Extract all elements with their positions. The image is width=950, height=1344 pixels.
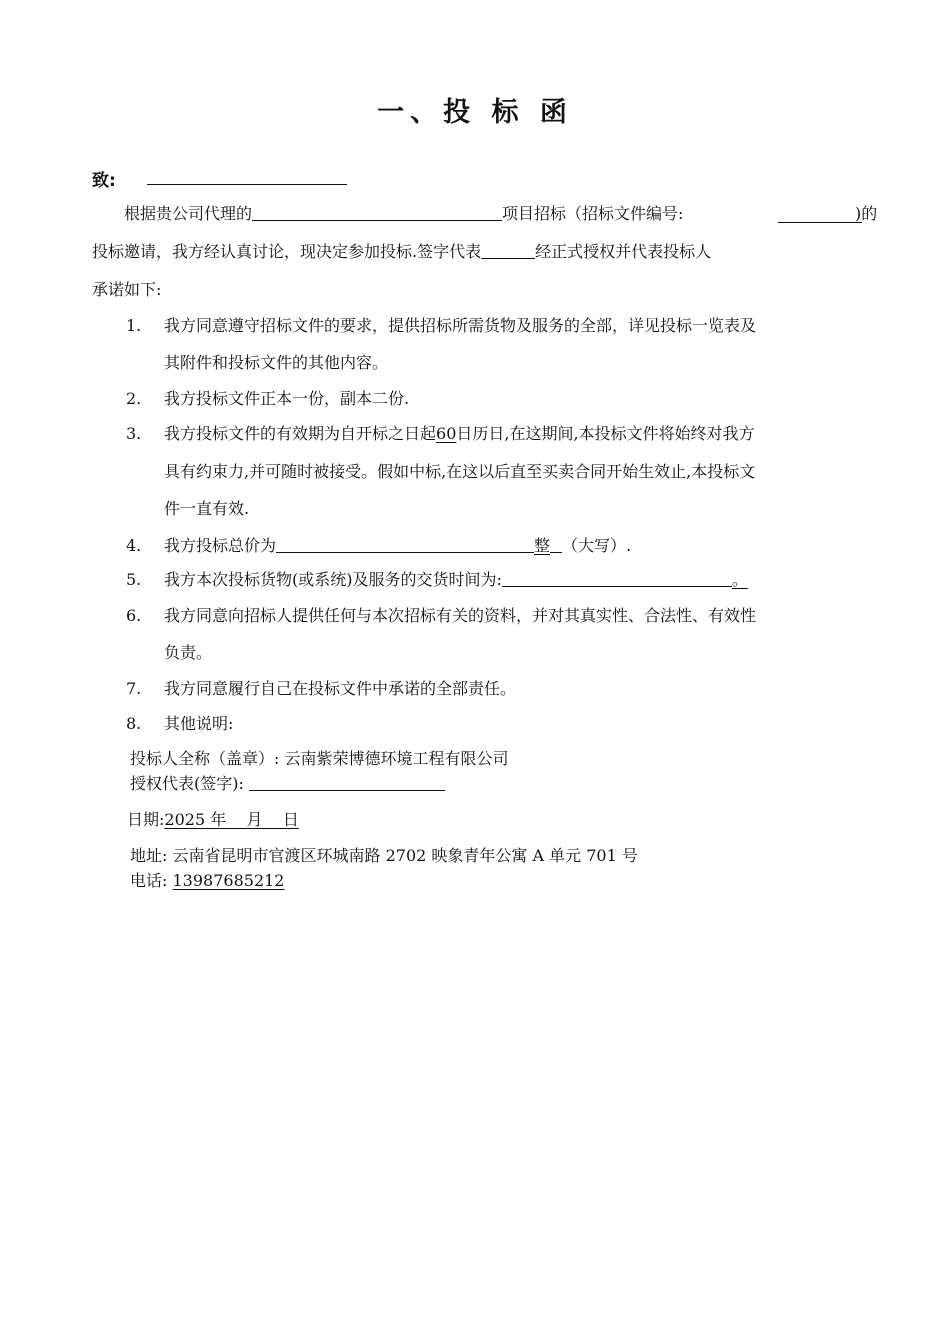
bidder-name: 云南紫荣博德环境工程有限公司	[284, 749, 509, 768]
intro-close: )的	[855, 204, 878, 223]
list-item: 7. 我方同意履行自己在投标文件中承诺的全部责任。	[126, 679, 517, 698]
list-item-continuation: 负责。	[164, 643, 213, 662]
total-price-blank[interactable]	[276, 536, 534, 553]
list-item-continuation: 具有约束力,并可随时被接受。假如中标,在这以后直至买卖合同开始生效止,本投标文	[164, 462, 756, 481]
list-item-continuation: 其附件和投标文件的其他内容。	[164, 353, 389, 372]
recipient-blank[interactable]	[147, 168, 347, 185]
list-item: 8. 其他说明:	[126, 714, 234, 733]
list-item: 1. 我方同意遵守招标文件的要求，提供招标所需货物及服务的全部，详见投标一览表及	[126, 316, 757, 335]
signature-blank[interactable]	[249, 774, 445, 791]
tender-number-blank[interactable]	[778, 206, 862, 223]
list-item: 4. 我方投标总价为 整 （大写）.	[126, 536, 632, 555]
date-value[interactable]: 2025 年 月 日	[164, 810, 299, 829]
address-value: 云南省昆明市官渡区环城南路 2702 映象青年公寓 A 单元 701 号	[172, 846, 638, 865]
list-item: 2. 我方投标文件正本一份，副本二份.	[126, 389, 410, 408]
address-line: 地址: 云南省昆明市官渡区环城南路 2702 映象青年公寓 A 单元 701 号	[130, 846, 638, 865]
price-tail-blank	[550, 536, 562, 553]
phone-line: 电话: 13987685212	[130, 871, 285, 890]
validity-days: 60	[436, 424, 457, 443]
project-name-blank[interactable]	[252, 204, 502, 221]
to-label: 致:	[92, 171, 116, 191]
date-line: 日期:2025 年 月 日	[127, 810, 299, 829]
phone-value: 13987685212	[172, 871, 285, 890]
list-item: 5. 我方本次投标货物(或系统)及服务的交货时间为: 。	[126, 570, 748, 589]
bidder-line: 投标人全称（盖章）: 云南紫荣博德环境工程有限公司	[130, 749, 509, 768]
intro-line-3: 承诺如下:	[92, 280, 162, 299]
list-item-continuation: 件一直有效.	[164, 499, 250, 518]
list-item: 3. 我方投标文件的有效期为自开标之日起60日历日,在这期间,本投标文件将始终对我方	[126, 424, 755, 443]
list-item: 6. 我方同意向招标人提供任何与本次招标有关的资料，并对其真实性、合法性、有效性	[126, 606, 757, 625]
intro-line-1: 根据贵公司代理的 项目招标（招标文件编号:	[124, 204, 684, 223]
rep-line: 授权代表(签字):	[130, 774, 445, 794]
page-title: 一、投 标 函	[377, 97, 573, 128]
intro-line-2: 投标邀请，我方经认真讨论，现决定参加投标.签字代表 经正式授权并代表投标人	[92, 242, 712, 261]
representative-blank[interactable]	[481, 242, 535, 259]
delivery-time-blank[interactable]	[502, 570, 732, 587]
